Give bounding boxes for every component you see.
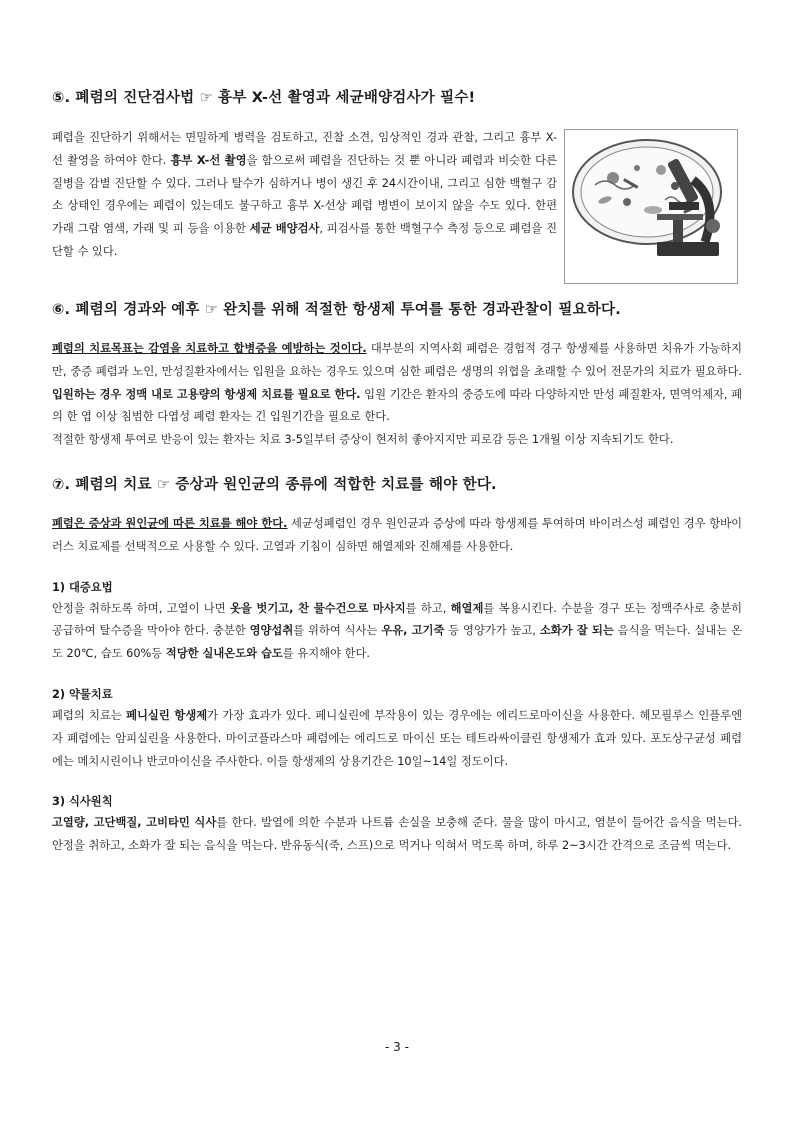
text-run: 입원 기간은 환자의 중증도에 따라 다양하지만 만성 폐질환자, 면역억제자, 폐의 한 엽 이상 침범한 다엽성 폐렴 환자는 긴 입원기간을 필요로 한다. — [52, 387, 742, 424]
bold-text: 우유, 고기죽 — [381, 624, 445, 638]
section-7-paragraph — [52, 513, 742, 559]
text-run: 안정을 취하도록 하며, 고열이 나면 — [52, 601, 230, 615]
subsection-1-title: 1) 대증요법 — [52, 580, 113, 594]
text-run: 세균성폐렴인 경우 원인균과 증상에 따라 항생제를 투여하며 바이러스성 폐렴인 경우 항바이러스 치료제를 선택적으로 사용할 수 있다. 고열과 기침이 심하면 해열제와 진해제를 사용한다. — [52, 516, 742, 553]
document-page — [52, 88, 742, 858]
text-run: 를 한다. 발열에 의한 수분과 나트륨 손실을 보충해 준다. 물을 많이 마시고, 염분이 들어간 음식을 먹는다. 안정을 취하고, 소화가 잘 되는 음식을 먹는다. 반유동식(죽, 스프)으로 먹거나 익혀서 먹도록 하며, 하루 2~3시간 간격으로 조금씩 먹는다. — [52, 816, 742, 853]
section-6-paragraph-2: 적절한 항생제 투여로 반응이 있는 환자는 치료 3-5일부터 증상이 현저히 좋아지지만 피로감 등은 1개월 이상 지속되기도 한다. — [52, 433, 674, 447]
bold-text: 적당한 실내온도와 습도 — [165, 647, 283, 661]
text-run: , 피검사를 통한 백혈구수 측정 등으로 폐렴을 진단할 수 있다. — [52, 222, 558, 258]
text-run: 폐렴을 진단하기 위해서는 면밀하게 병력을 검토하고, 진찰 소견, 임상적인 경과 관찰, 그리고 흉부 X-선 촬영을 하여야 한다. — [52, 131, 557, 167]
subsection-2-title: 2) 약물치료 — [52, 687, 113, 701]
subsection-2-paragraph — [52, 705, 742, 773]
bold-text: 입원하는 경우 정맥 내로 고용량의 항생제 치료를 필요로 한다. — [52, 387, 361, 401]
text-run: 을 함으로써 폐렴을 진단하는 것 뿐 아니라 폐렴과 비슷한 다른 질병을 감별 진단할 수 있다. 그러나 탈수가 심하거나 병이 생긴 후 24시간이내, 그리고 심한 백혈구 감소 상태인 경우에는 폐렴이 있는데도 불구하고 흉부 X-선상 폐렴 병변이 보이지 않을 수도 있다. 한편 가래 그람 염색, 가래 및 피 등을 이용한 — [52, 153, 557, 236]
text-run: 폐렴의 치료는 — [52, 708, 127, 722]
text-run: 대부분의 지역사회 폐렴은 경험적 경구 항생제를 사용하면 치유가 가능하지만, 중증 폐렴과 노인, 만성질환자에서는 입원을 요하는 경우도 있으며 심한 폐렴은 생명의 위협을 초래할 수 있어 전문가의 치료가 필요하다. — [52, 342, 743, 378]
text-run: 를 복용시킨다. 수분을 경구 또는 정맥주사로 충분히 공급하여 탈수증을 막아야 한다. 충분한 — [52, 601, 743, 638]
bold-text: 소화가 잘 되는 — [539, 624, 614, 638]
section-7-heading: ⑦. 폐렴의 치료 ☞ 증상과 원인균의 종류에 적합한 치료를 해야 한다. — [52, 476, 497, 493]
text-run: 가 가장 효과가 있다. 페니실린에 부작용이 있는 경우에는 에리드로마이신을 사용한다. 헤모필루스 인플루엔자 폐렴에는 암피실린을 사용한다. 마이코플라스마 폐렴에는 에리드로 마이신 또는 테트라싸이클린 항생제가 효과 있다. 포도상구균성 폐렴에는 메치시린이나 반코마이신을 주사한다. 이들 항생제의 상용기간은 10일~14일 정도이다. — [52, 708, 742, 768]
text-run: 음식을 먹는다. 실내는 온도 20℃, 습도 60%등 — [52, 624, 743, 661]
section-5-body — [52, 127, 742, 284]
text-run: 를 위하여 식사는 — [293, 624, 382, 638]
bold-text: 영양섭취 — [249, 624, 294, 638]
text-run: 를 하고, — [405, 601, 451, 615]
bold-text: 고열량, 고단백질, 고비타민 식사 — [52, 816, 217, 830]
underlined-text: 폐렴은 증상과 원인균에 따른 치료를 해야 한다. — [52, 516, 288, 530]
bold-text: 흉부 X-선 촬영 — [170, 153, 247, 167]
underlined-text: 폐렴의 치료목표는 감염을 치료하고 합병증을 예방하는 것이다. — [52, 342, 367, 355]
text-run: 등 영양가가 높고, — [444, 624, 540, 638]
bold-text: 세균 배양검사 — [249, 222, 320, 236]
section-5-heading: ⑤. 폐렴의 진단검사법 ☞ 흉부 X-선 촬영과 세균배양검사가 필수! — [52, 90, 476, 106]
microscope-bacteria-image — [565, 130, 737, 283]
page-number: - 3 - — [385, 1040, 409, 1054]
section-5-paragraph — [52, 127, 557, 284]
subsection-3-title: 3) 식사원칙 — [52, 795, 113, 809]
bold-text: 페니실린 항생제 — [126, 708, 208, 722]
section-6-heading: ⑥. 폐렴의 경과와 예후 ☞ 완치를 위해 적절한 항생제 투여를 통한 경과관찰이 필요하다. — [52, 302, 621, 318]
subsection-1-paragraph — [52, 598, 742, 666]
bold-text: 옷을 벗기고, 찬 물수건으로 마사지 — [229, 601, 406, 615]
bold-text: 해열제 — [450, 601, 484, 615]
microscope-illustration — [564, 129, 738, 284]
section-6-paragraph — [52, 338, 742, 429]
subsection-3-paragraph — [52, 812, 742, 858]
text-run: 를 유지해야 한다. — [282, 647, 370, 661]
